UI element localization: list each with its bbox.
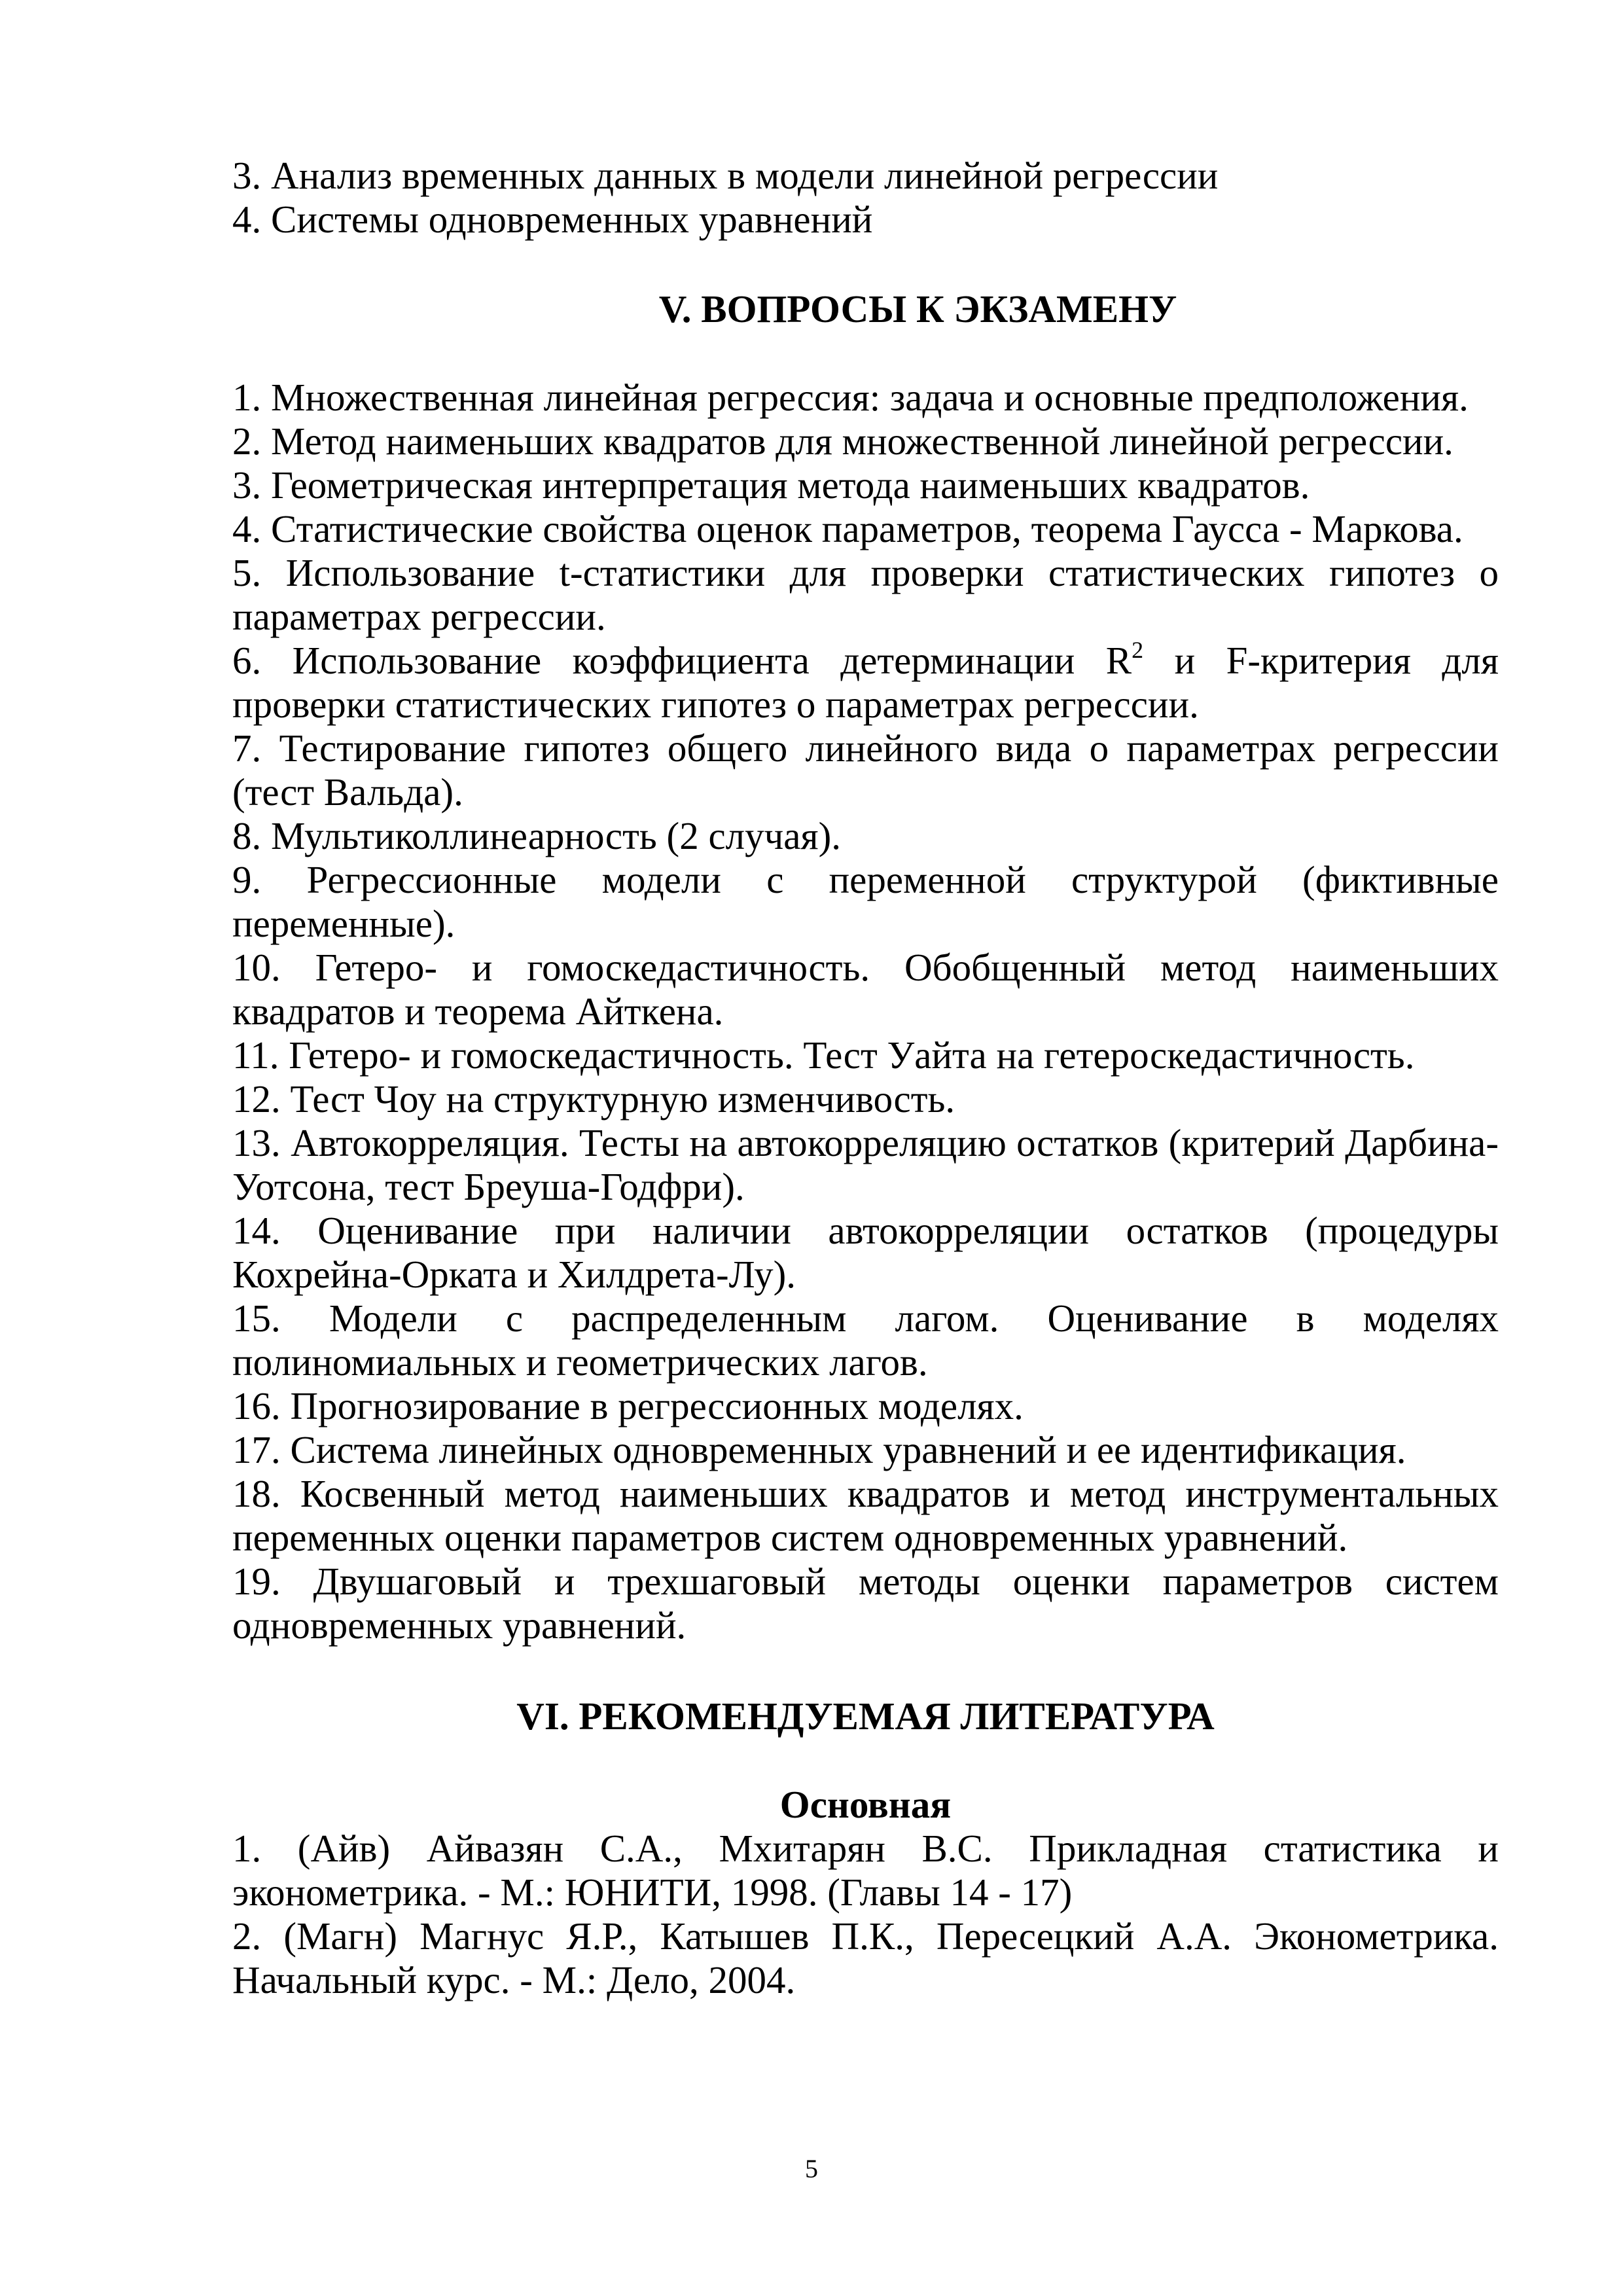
exam-question: 16. Прогнозирование в регрессионных моделях. (232, 1384, 1024, 1427)
exam-question: 19. Двушаговый и трехшаговый методы оценки параметров систем одновременных уравнений. (232, 1560, 1499, 1647)
literature-subheading: Основная (779, 1783, 952, 1826)
exam-question: 14. Оценивание при наличии автокорреляции остатков (процедуры Кохрейна-Орката и Хилдрета-Лу). (232, 1209, 1499, 1296)
exam-question: 5. Использование t-статистики для проверки статистических гипотез о параметрах регрессии. (232, 551, 1499, 638)
exam-question: 1. Множественная линейная регрессия: задача и основные предположения. (232, 376, 1469, 419)
exam-question (232, 639, 1499, 726)
exam-question: 12. Тест Чоу на структурную изменчивость. (232, 1077, 955, 1121)
exam-question-text: 6. Использование коэффициента детерминации R (232, 639, 1132, 682)
literature-item: 2. (Магн) Магнус Я.Р., Катышев П.К., Пересецкий А.А. Эконометрика. Начальный курс. - М.: Дело, 2004. (232, 1914, 1499, 2001)
topic-item: 3. Анализ временных данных в модели линейной регрессии (232, 154, 1219, 197)
exam-question-text-tail: и F-критерия для проверки статистических гипотез о параметрах регрессии. (232, 639, 1499, 726)
exam-question: 9. Регрессионные модели с переменной структурой (фиктивные переменные). (232, 858, 1499, 945)
page-number: 5 (805, 2154, 818, 2183)
literature-item: 1. (Айв) Айвазян С.А., Мхитарян В.С. Прикладная статистика и эконометрика. - М.: ЮНИТИ, 1998. (Главы 14 - 17) (232, 1827, 1499, 1914)
exam-questions-heading: V. ВОПРОСЫ К ЭКЗАМЕНУ (658, 287, 1177, 331)
literature-heading: VI. РЕКОМЕНДУЕМАЯ ЛИТЕРАТУРА (516, 1695, 1215, 1738)
topic-item: 4. Системы одновременных уравнений (232, 198, 873, 241)
exam-question: 4. Статистические свойства оценок параметров, теорема Гаусса - Маркова. (232, 507, 1463, 550)
exam-question: 18. Косвенный метод наименьших квадратов и метод инструментальных переменных оценки параметров систем одновременных уравнений. (232, 1472, 1499, 1559)
exam-question: 11. Гетеро- и гомоскедастичность. Тест Уайта на гетероскедастичность. (232, 1033, 1415, 1077)
exam-question: 17. Система линейных одновременных уравнений и ее идентификация. (232, 1428, 1406, 1471)
literature-list (232, 1827, 1499, 2002)
exam-question: 3. Геометрическая интерпретация метода наименьших квадратов. (232, 463, 1310, 507)
exam-question: 8. Мультиколлинеарность (2 случая). (232, 814, 841, 857)
exam-question: 10. Гетеро- и гомоскедастичность. Обобщенный метод наименьших квадратов и теорема Айткена. (232, 946, 1499, 1033)
exam-question: 13. Автокорреляция. Тесты на автокорреляцию остатков (критерий Дарбина-Уотсона, тест Бреуша-Годфри). (232, 1121, 1499, 1208)
r-squared-superscript: 2 (1132, 637, 1144, 663)
page-content (232, 154, 1499, 2002)
exam-question: 7. Тестирование гипотез общего линейного вида о параметрах регрессии (тест Вальда). (232, 726, 1499, 814)
exam-question: 2. Метод наименьших квадратов для множественной линейной регрессии. (232, 420, 1454, 463)
exam-question: 15. Модели с распределенным лагом. Оценивание в моделях полиномиальных и геометрических лагов. (232, 1297, 1499, 1384)
exam-questions-list (232, 376, 1499, 1647)
